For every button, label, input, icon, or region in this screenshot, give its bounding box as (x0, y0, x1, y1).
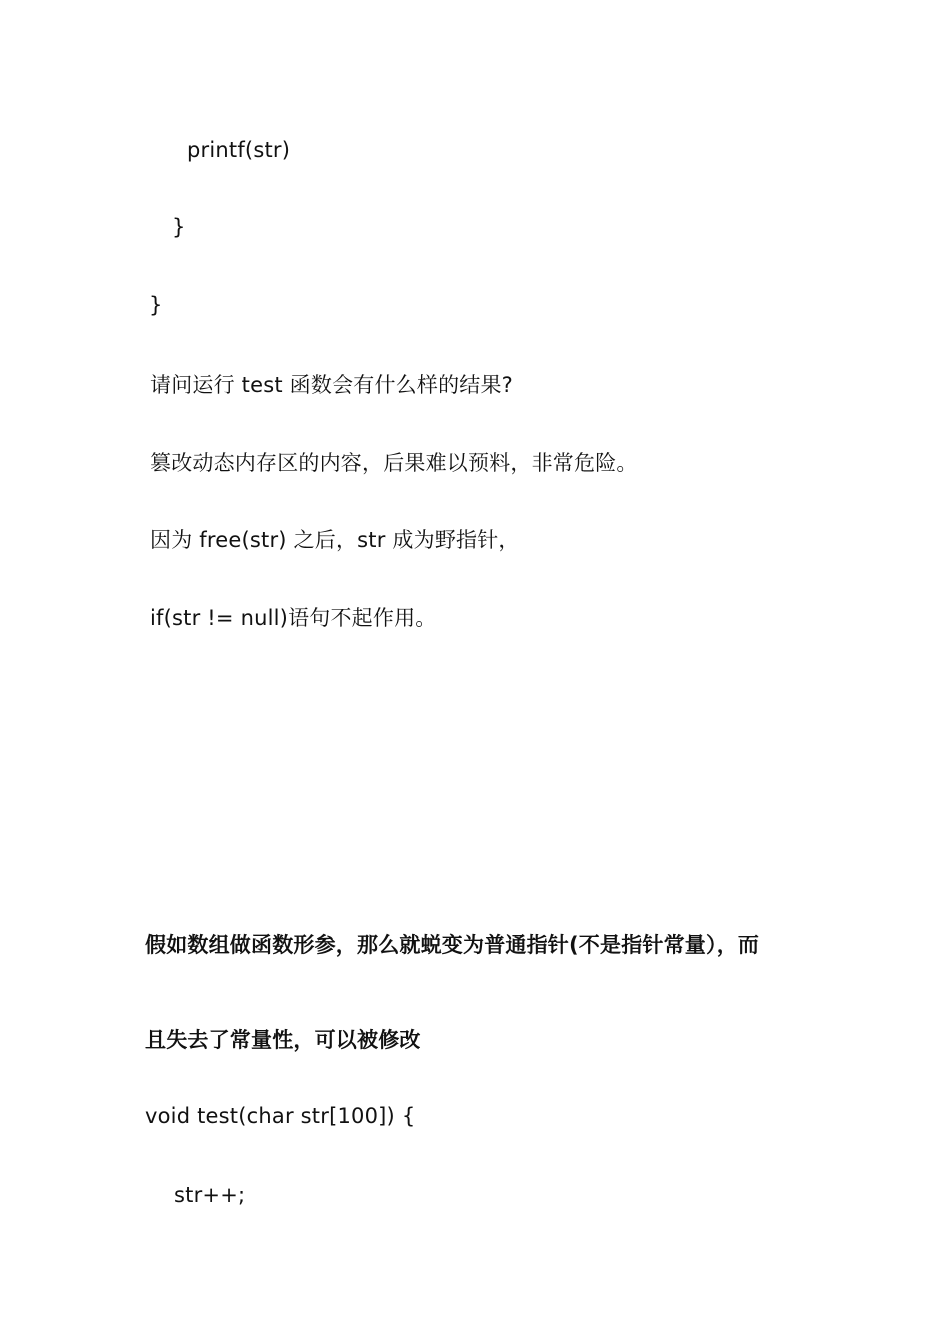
code-line-printf: printf(str) (187, 138, 291, 162)
code-line-close-brace-inner: } (172, 215, 186, 239)
answer-line-3: if(str != null)语句不起作用。 (150, 606, 437, 630)
heading-line-2: 且失去了常量性，可以被修改 (145, 1028, 421, 1052)
question-text: 请问运行 test 函数会有什么样的结果? (150, 373, 514, 397)
answer-line-2: 因为 free(str) 之后，str 成为野指针， (150, 528, 520, 552)
code-line-str-increment: str++; (174, 1183, 246, 1207)
code-line-close-brace-outer: } (149, 293, 163, 317)
answer-line-1: 篡改动态内存区的内容，后果难以预料，非常危险。 (150, 451, 638, 475)
heading-line-1: 假如数组做函数形参，那么就蜕变为普通指针(不是指针常量），而 (145, 933, 760, 957)
code-line-void-test: void test(char str[100]) { (145, 1104, 416, 1128)
